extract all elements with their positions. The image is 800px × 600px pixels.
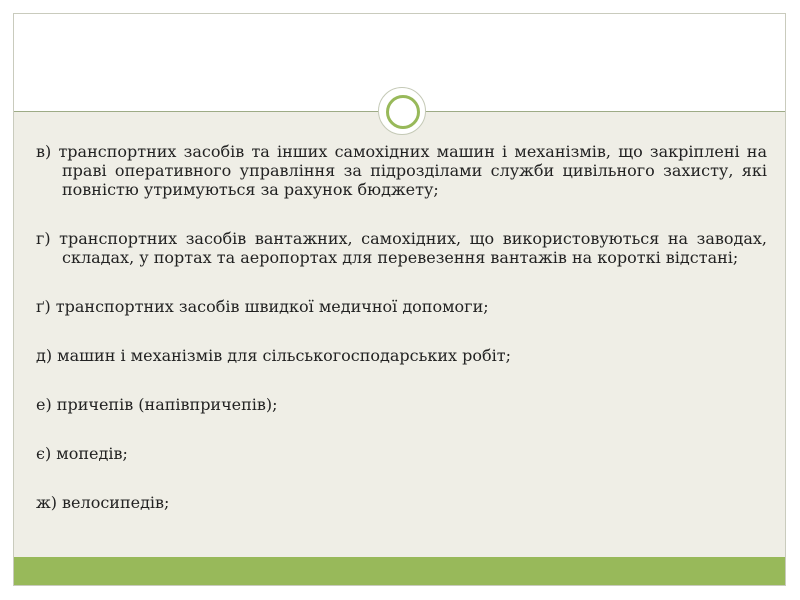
list-item: в) транспортних засобів та інших самохідних машин і механізмів, що закріплені на праві оперативного управління за підрозділами служби цивільного захисту, які повністю утримуються за рахунок бюджету; xyxy=(36,142,767,199)
bullet-list xyxy=(36,142,767,542)
circle-ornament-icon xyxy=(378,87,426,135)
list-item: ж) велосипедів; xyxy=(36,493,170,512)
list-item: ґ) транспортних засобів швидкої медичної допомоги; xyxy=(36,297,489,316)
circle-ring-icon xyxy=(386,95,420,129)
slide xyxy=(13,13,786,586)
list-item: е) причепів (напівпричепів); xyxy=(36,395,278,414)
list-item: є) мопедів; xyxy=(36,444,128,463)
footer-bar xyxy=(14,557,785,585)
list-item: д) машин і механізмів для сільськогосподарських робіт; xyxy=(36,346,511,365)
list-item: г) транспортних засобів вантажних, самохідних, що використовуються на заводах, складах, у портах та аеропортах для перевезення вантажів на короткі відстані; xyxy=(36,229,767,267)
